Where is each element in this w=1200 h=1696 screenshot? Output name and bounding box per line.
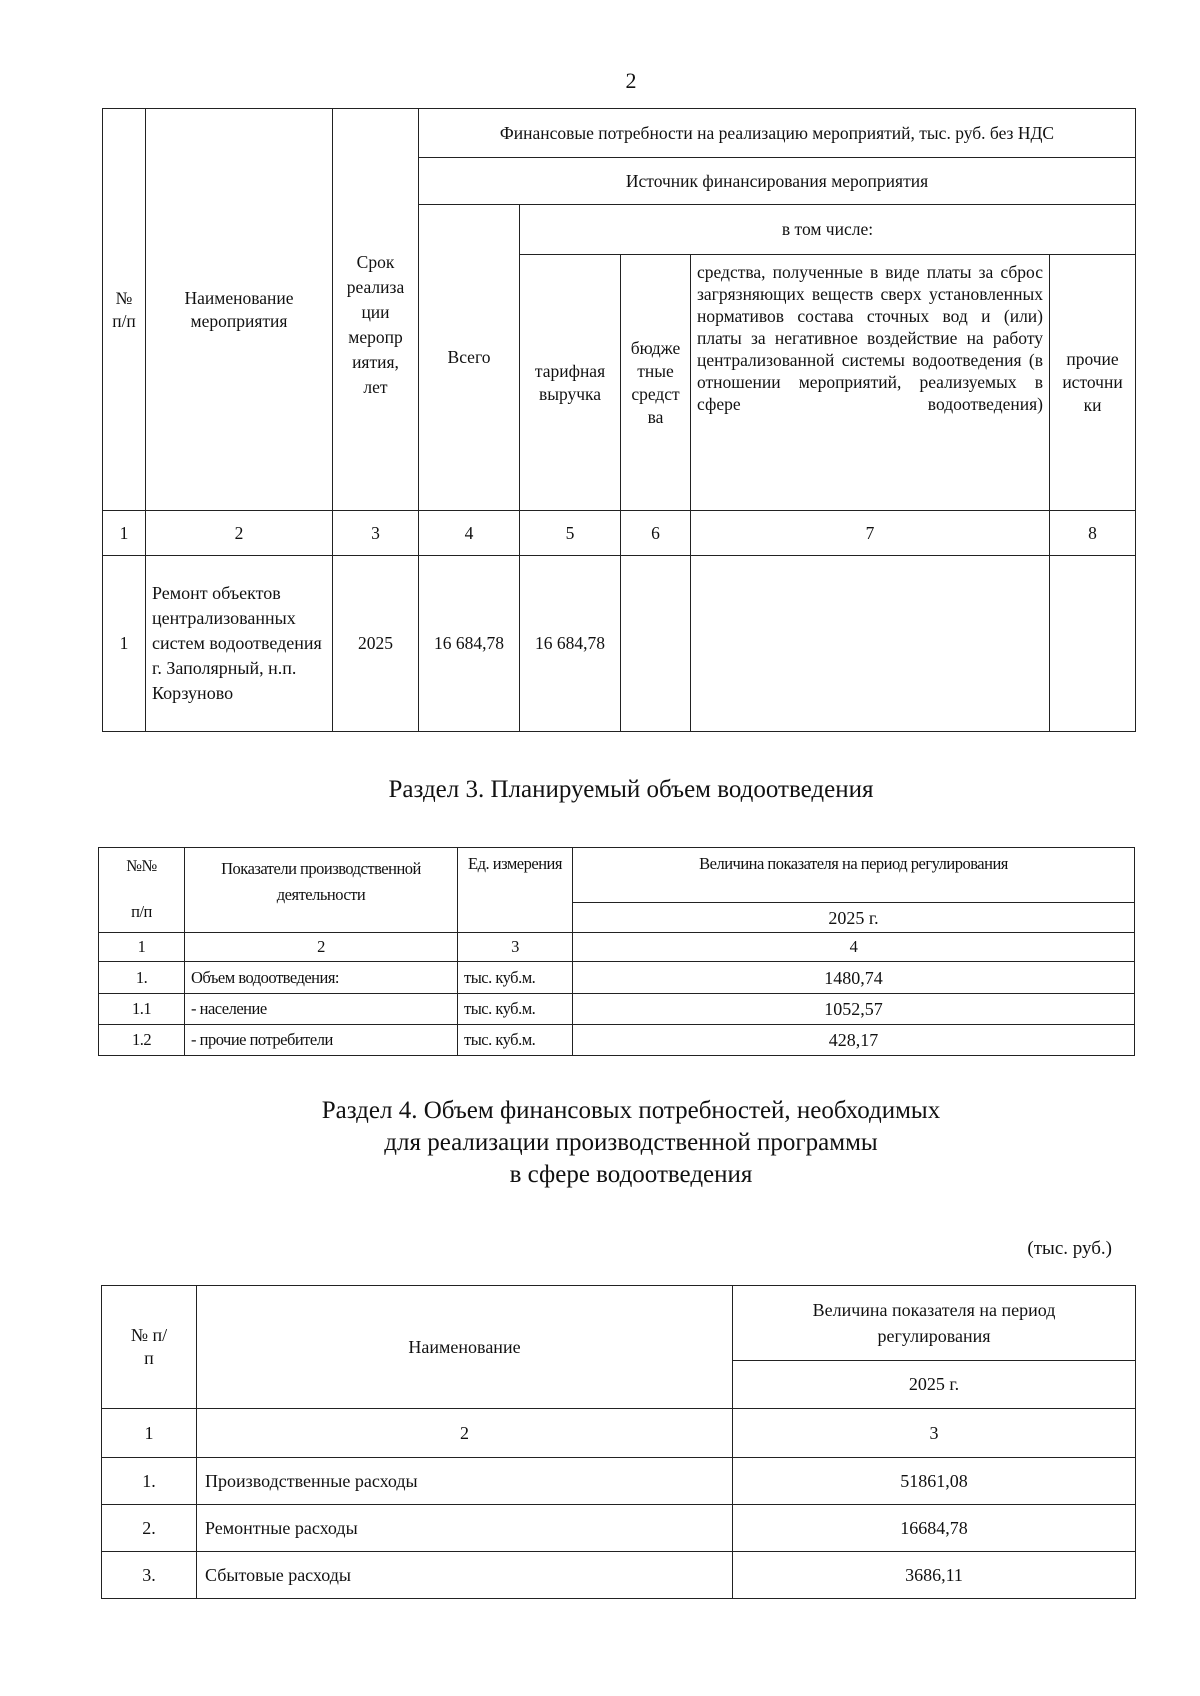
header-indicators: Показатели производственной деятельности	[185, 848, 458, 933]
section4-title-line2: для реализации производственной программы	[384, 1129, 878, 1156]
table-row	[102, 1458, 1136, 1505]
row-num: 1.	[99, 962, 185, 994]
col-number: 6	[621, 511, 691, 556]
row-num: 1.	[102, 1458, 197, 1505]
row-num: 1.2	[99, 1025, 185, 1056]
row-unit: тыс. куб.м.	[458, 962, 573, 994]
header-term: Срок реализа ции меропр иятия, лет	[333, 109, 419, 511]
col-number: 8	[1050, 511, 1136, 556]
header-num-bottom: п/п	[131, 902, 152, 921]
header-num	[99, 848, 185, 933]
row-term: 2025	[333, 556, 419, 732]
col-number: 4	[419, 511, 520, 556]
header-unit: Ед. измерения	[458, 848, 573, 933]
header-name: Наименование	[197, 1286, 733, 1409]
table-row	[102, 1552, 1136, 1599]
col-number: 1	[99, 933, 185, 962]
col-number: 5	[520, 511, 621, 556]
section4-title-line1: Раздел 4. Объем финансовых потребностей, необходимых	[321, 1097, 941, 1124]
row-name: Объем водоотведения:	[185, 962, 458, 994]
table-row	[99, 962, 1135, 994]
row-name: Ремонт объектов централизованных систем водоотведения г. Заполярный, н.п. Корзуново	[146, 556, 333, 732]
financial-needs-table	[101, 1285, 1136, 1599]
row-num: 2.	[102, 1505, 197, 1552]
header-value: Величина показателя на период регулирования	[573, 848, 1135, 903]
row-value: 3686,11	[733, 1552, 1136, 1599]
col-number: 1	[103, 511, 146, 556]
row-name: - прочие потребители	[185, 1025, 458, 1056]
header-name: Наименование мероприятия	[146, 109, 333, 511]
col-number: 2	[185, 933, 458, 962]
row-name: - население	[185, 994, 458, 1025]
row-value: 1480,74	[573, 962, 1135, 994]
header-budget: бюдже тные средст ва	[621, 255, 691, 511]
header-other: прочие источни ки	[1050, 255, 1136, 511]
row-unit: тыс. куб.м.	[458, 1025, 573, 1056]
row-name: Производственные расходы	[197, 1458, 733, 1505]
header-including: в том числе:	[520, 205, 1136, 255]
row-other	[1050, 556, 1136, 732]
header-fees: средства, полученные в виде платы за сброс загрязняющих веществ сверх установленных нормативов состава сточных вод и (или) платы за негативное воздействие на работу централизованной системы водоотведения (в отношении мероприятий, реализуемых в сфере водоотведения)	[691, 255, 1050, 511]
col-number: 3	[733, 1409, 1136, 1458]
header-tariff: тарифная выручка	[520, 255, 621, 511]
section3-title: Раздел 3. Планируемый объем водоотведения	[388, 776, 874, 803]
col-number: 1	[102, 1409, 197, 1458]
row-num: 1.1	[99, 994, 185, 1025]
col-number: 3	[458, 933, 573, 962]
col-number: 2	[197, 1409, 733, 1458]
row-unit: тыс. куб.м.	[458, 994, 573, 1025]
table-row	[102, 1505, 1136, 1552]
header-value: Величина показателя на период регулирования	[733, 1286, 1136, 1361]
row-name: Сбытовые расходы	[197, 1552, 733, 1599]
header-num-top: №№	[126, 856, 157, 875]
row-value: 51861,08	[733, 1458, 1136, 1505]
table-row	[99, 994, 1135, 1025]
table-row	[99, 1025, 1135, 1056]
header-year: 2025 г.	[573, 903, 1135, 933]
unit-note: (тыс. руб.)	[1027, 1238, 1112, 1259]
wastewater-volume-table	[98, 847, 1135, 1056]
section4-title-line3: в сфере водоотведения	[509, 1161, 753, 1188]
row-budget	[621, 556, 691, 732]
measures-financing-table	[102, 108, 1136, 732]
header-fin-needs: Финансовые потребности на реализацию мероприятий, тыс. руб. без НДС	[419, 109, 1136, 158]
row-value: 428,17	[573, 1025, 1135, 1056]
row-tariff: 16 684,78	[520, 556, 621, 732]
col-number: 3	[333, 511, 419, 556]
row-fees	[691, 556, 1050, 732]
row-total: 16 684,78	[419, 556, 520, 732]
row-num: 1	[103, 556, 146, 732]
header-num: № п/п	[103, 109, 146, 511]
header-num: № п/п	[102, 1286, 197, 1409]
row-value: 16684,78	[733, 1505, 1136, 1552]
table-row	[103, 556, 1136, 732]
header-total: Всего	[419, 205, 520, 511]
row-name: Ремонтные расходы	[197, 1505, 733, 1552]
row-num: 3.	[102, 1552, 197, 1599]
header-year: 2025 г.	[733, 1361, 1136, 1409]
header-source: Источник финансирования мероприятия	[419, 158, 1136, 205]
row-value: 1052,57	[573, 994, 1135, 1025]
col-number: 7	[691, 511, 1050, 556]
col-number: 2	[146, 511, 333, 556]
col-number: 4	[573, 933, 1135, 962]
page-number: 2	[625, 68, 637, 93]
